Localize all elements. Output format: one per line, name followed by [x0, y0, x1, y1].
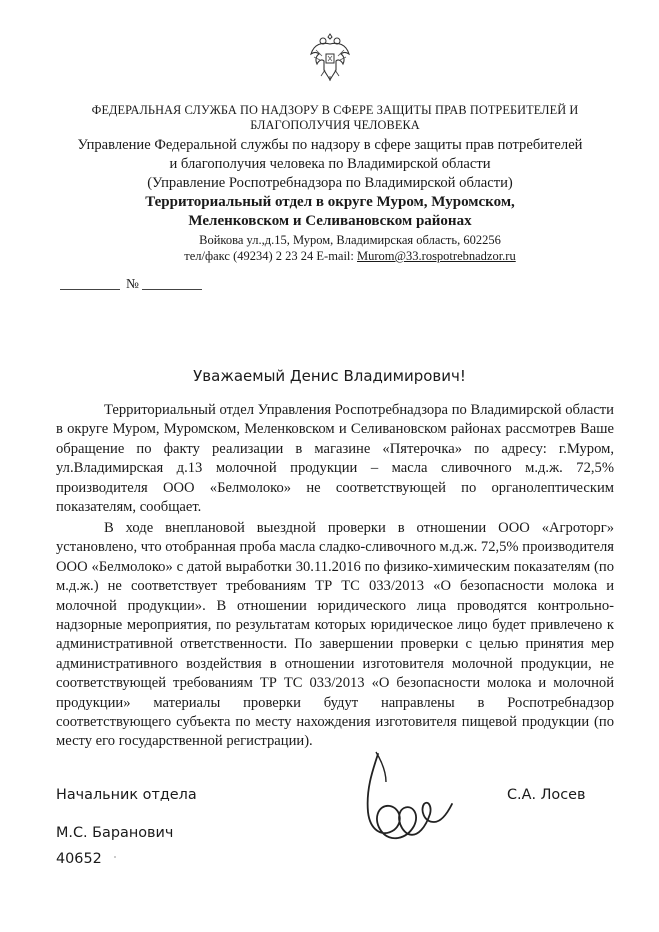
russian-coat-of-arms-icon — [308, 30, 352, 84]
dept-line2: Меленковском и Селивановском районах — [188, 213, 472, 229]
paragraph-2: В ходе внеплановой выездной проверки в отношении ООО «Агроторг» установлено, что отобранная проба масла сладко-сливочного м.д.ж. 72,5% производителя ООО «Белмолоко» с датой выработки 30.11.2016 по физико-химическим показателям (по м.д.ж.) не соответствует требованиям ТР ТС 033/2013 «О безопасности молока и молочной продукции». В отношении юридического лица проводятся контрольно-надзорные мероприятия, по результатам которых юридическое лицо будет привлечено к административной ответственности. По завершении проверки с целью принятия мер административного воздействия в отношении изготовителя молочной продукции, не соответствующей требованиям ТР ТС 033/2013 «О безопасности молока и молочной продукции» материалы проверки будут направлены в Роспотребнадзор соответствующего субъекта по месту нахождения изготовителя пищевой продукции (по месту его государственной регистрации). — [56, 520, 614, 750]
date-blank — [60, 289, 120, 290]
address: Войкова ул.,д.15, Муром, Владимирская область, 602256 — [199, 233, 501, 247]
greeting: Уважаемый Денис Владимирович! — [193, 367, 466, 385]
agency-name-uppercase — [40, 103, 630, 133]
contact-line — [140, 248, 560, 264]
agency-top-line2: БЛАГОПОЛУЧИЯ ЧЕЛОВЕКА — [250, 118, 420, 132]
paragraph-1: Территориальный отдел Управления Роспотребнадзора по Владимирской области в округе Муром, Муромском, Меленковском и Селивановском районах рассмотрев Ваше обращение по факту реализации в магазине «Пятерочка» по адресу: г.Муром, ул.Владимирская д.13 молочной продукции – масла сливочного м.д.ж. 72,5% производителя ООО «Белмолоко» не соответствующей по органолептическим показателям, сообщает. — [56, 402, 614, 516]
phone: тел/факс (49234) 2 23 24 E-mail: — [184, 249, 358, 263]
signer-position: Начальник отдела — [56, 787, 197, 803]
signer-name: С.А. Лосев — [507, 787, 586, 803]
dept-line1: Территориальный отдел в округе Муром, Муромском, — [145, 194, 515, 210]
executor-phone: 40652 — [56, 851, 102, 867]
number-label: № — [126, 276, 139, 291]
executor-name: М.С. Баранович — [56, 825, 174, 841]
agency-line1: Управление Федеральной службы по надзору в сфере защиты прав потребителей — [77, 137, 583, 153]
handwritten-signature-icon — [348, 742, 463, 857]
email-link[interactable]: Murom@33.rospotrebnadzor.ru — [357, 249, 516, 263]
reference-line — [56, 276, 226, 292]
number-blank — [142, 289, 202, 290]
agency-line3: (Управление Роспотребнадзора по Владимирской области) — [147, 175, 513, 191]
scan-speck — [114, 856, 116, 858]
agency-top-line1: ФЕДЕРАЛЬНАЯ СЛУЖБА ПО НАДЗОРУ В СФЕРЕ ЗАЩИТЫ ПРАВ ПОТРЕБИТЕЛЕЙ И — [91, 103, 579, 117]
agency-line2: и благополучия человека по Владимирской области — [169, 156, 491, 172]
